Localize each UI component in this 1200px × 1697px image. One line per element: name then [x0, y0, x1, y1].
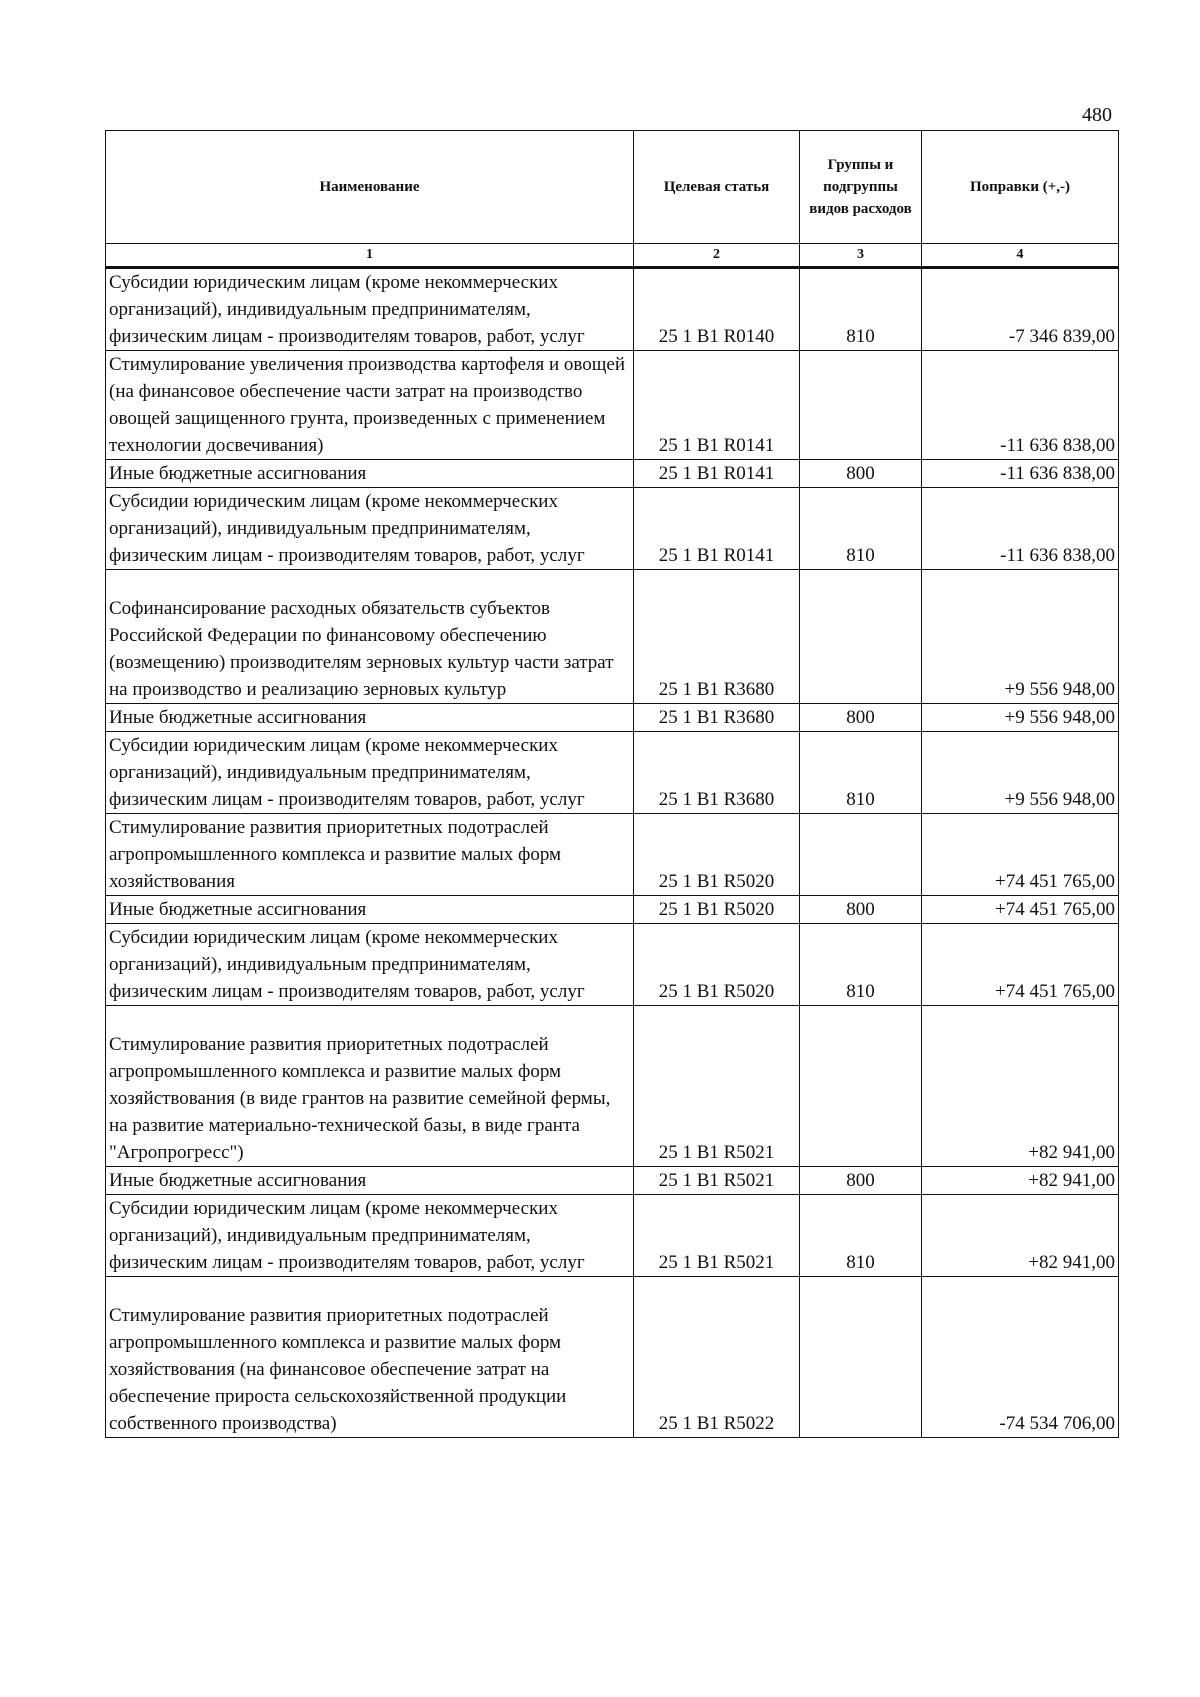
- table-row: [106, 704, 1119, 732]
- table-row: [106, 1006, 1119, 1167]
- table-row: [106, 268, 1119, 351]
- row-target-article: 25 1 B1 R0141: [634, 351, 800, 460]
- table-row: [106, 351, 1119, 460]
- header-name: Наименование: [106, 131, 634, 244]
- row-target-article: 25 1 B1 R0140: [634, 268, 800, 351]
- row-expense-group: [800, 814, 922, 896]
- row-target-article: 25 1 B1 R3680: [634, 570, 800, 704]
- row-expense-group: [800, 351, 922, 460]
- row-name: Стимулирование развития приоритетных подотраслей агропромышленного комплекса и развитие малых форм хозяйствования: [106, 814, 634, 896]
- row-expense-group: 800: [800, 704, 922, 732]
- row-name: Субсидии юридическим лицам (кроме некоммерческих организаций), индивидуальным предпринимателям, физическим лицам - производителям товаров, работ, услуг: [106, 1195, 634, 1277]
- row-expense-group: 800: [800, 1167, 922, 1195]
- row-amount: -11 636 838,00: [922, 488, 1119, 570]
- row-expense-group: 810: [800, 268, 922, 351]
- row-amount: -7 346 839,00: [922, 268, 1119, 351]
- row-amount: +74 451 765,00: [922, 896, 1119, 924]
- row-expense-group: 800: [800, 896, 922, 924]
- row-amount: +9 556 948,00: [922, 704, 1119, 732]
- row-name: Стимулирование увеличения производства картофеля и овощей (на финансовое обеспечение части затрат на производство овощей защищенного грунта, произведенных с применением технологии досвечивания): [106, 351, 634, 460]
- header-target: Целевая статья: [634, 131, 800, 244]
- row-target-article: 25 1 B1 R5020: [634, 814, 800, 896]
- column-number: 4: [922, 244, 1119, 268]
- row-name: Субсидии юридическим лицам (кроме некоммерческих организаций), индивидуальным предпринимателям, физическим лицам - производителям товаров, работ, услуг: [106, 732, 634, 814]
- column-number: 1: [106, 244, 634, 268]
- row-target-article: 25 1 B1 R0141: [634, 460, 800, 488]
- column-number: 2: [634, 244, 800, 268]
- row-expense-group: [800, 570, 922, 704]
- row-amount: +9 556 948,00: [922, 570, 1119, 704]
- row-name: Иные бюджетные ассигнования: [106, 460, 634, 488]
- table-row: [106, 570, 1119, 704]
- row-name: Софинансирование расходных обязательств субъектов Российской Федерации по финансовому обеспечению (возмещению) производителям зерновых культур части затрат на производство и реализацию зерновых культур: [106, 570, 634, 704]
- table-row: [106, 896, 1119, 924]
- row-expense-group: 810: [800, 488, 922, 570]
- table-row: [106, 924, 1119, 1006]
- budget-amendments-table: [105, 130, 1119, 1438]
- row-amount: -11 636 838,00: [922, 351, 1119, 460]
- row-amount: -74 534 706,00: [922, 1277, 1119, 1438]
- table-row: [106, 488, 1119, 570]
- column-number: 3: [800, 244, 922, 268]
- row-name: Иные бюджетные ассигнования: [106, 704, 634, 732]
- table-row: [106, 1195, 1119, 1277]
- row-name: Субсидии юридическим лицам (кроме некоммерческих организаций), индивидуальным предпринимателям, физическим лицам - производителям товаров, работ, услуг: [106, 924, 634, 1006]
- header-group: Группы и подгруппы видов расходов: [800, 131, 922, 244]
- row-amount: +74 451 765,00: [922, 814, 1119, 896]
- row-name: Иные бюджетные ассигнования: [106, 1167, 634, 1195]
- row-target-article: 25 1 B1 R3680: [634, 704, 800, 732]
- row-target-article: 25 1 B1 R5021: [634, 1006, 800, 1167]
- row-amount: +74 451 765,00: [922, 924, 1119, 1006]
- row-name: Стимулирование развития приоритетных подотраслей агропромышленного комплекса и развитие малых форм хозяйствования (на финансовое обеспечение затрат на обеспечение прироста сельскохозяйственной продукции собственного производства): [106, 1277, 634, 1438]
- row-target-article: 25 1 B1 R5020: [634, 896, 800, 924]
- table-row: [106, 814, 1119, 896]
- row-target-article: 25 1 B1 R5022: [634, 1277, 800, 1438]
- table-row: [106, 1277, 1119, 1438]
- row-amount: -11 636 838,00: [922, 460, 1119, 488]
- row-amount: +9 556 948,00: [922, 732, 1119, 814]
- row-name: Субсидии юридическим лицам (кроме некоммерческих организаций), индивидуальным предпринимателям, физическим лицам - производителям товаров, работ, услуг: [106, 488, 634, 570]
- row-amount: +82 941,00: [922, 1167, 1119, 1195]
- table-row: [106, 460, 1119, 488]
- column-number-row: [106, 244, 1119, 268]
- row-name: Иные бюджетные ассигнования: [106, 896, 634, 924]
- row-target-article: 25 1 B1 R5021: [634, 1195, 800, 1277]
- row-amount: +82 941,00: [922, 1006, 1119, 1167]
- row-target-article: 25 1 B1 R3680: [634, 732, 800, 814]
- table-header-row: [106, 131, 1119, 244]
- row-expense-group: 800: [800, 460, 922, 488]
- row-amount: +82 941,00: [922, 1195, 1119, 1277]
- row-target-article: 25 1 B1 R5021: [634, 1167, 800, 1195]
- row-expense-group: 810: [800, 1195, 922, 1277]
- row-target-article: 25 1 B1 R5020: [634, 924, 800, 1006]
- row-name: Стимулирование развития приоритетных подотраслей агропромышленного комплекса и развитие малых форм хозяйствования (в виде грантов на развитие семейной фермы, на развитие материально-технической базы, в виде гранта "Агропрогресс"): [106, 1006, 634, 1167]
- row-expense-group: [800, 1006, 922, 1167]
- table-row: [106, 732, 1119, 814]
- table-row: [106, 1167, 1119, 1195]
- row-target-article: 25 1 B1 R0141: [634, 488, 800, 570]
- row-expense-group: [800, 1277, 922, 1438]
- row-name: Субсидии юридическим лицам (кроме некоммерческих организаций), индивидуальным предпринимателям, физическим лицам - производителям товаров, работ, услуг: [106, 268, 634, 351]
- page-number: 480: [1082, 104, 1112, 126]
- header-amount: Поправки (+,-): [922, 131, 1119, 244]
- row-expense-group: 810: [800, 924, 922, 1006]
- row-expense-group: 810: [800, 732, 922, 814]
